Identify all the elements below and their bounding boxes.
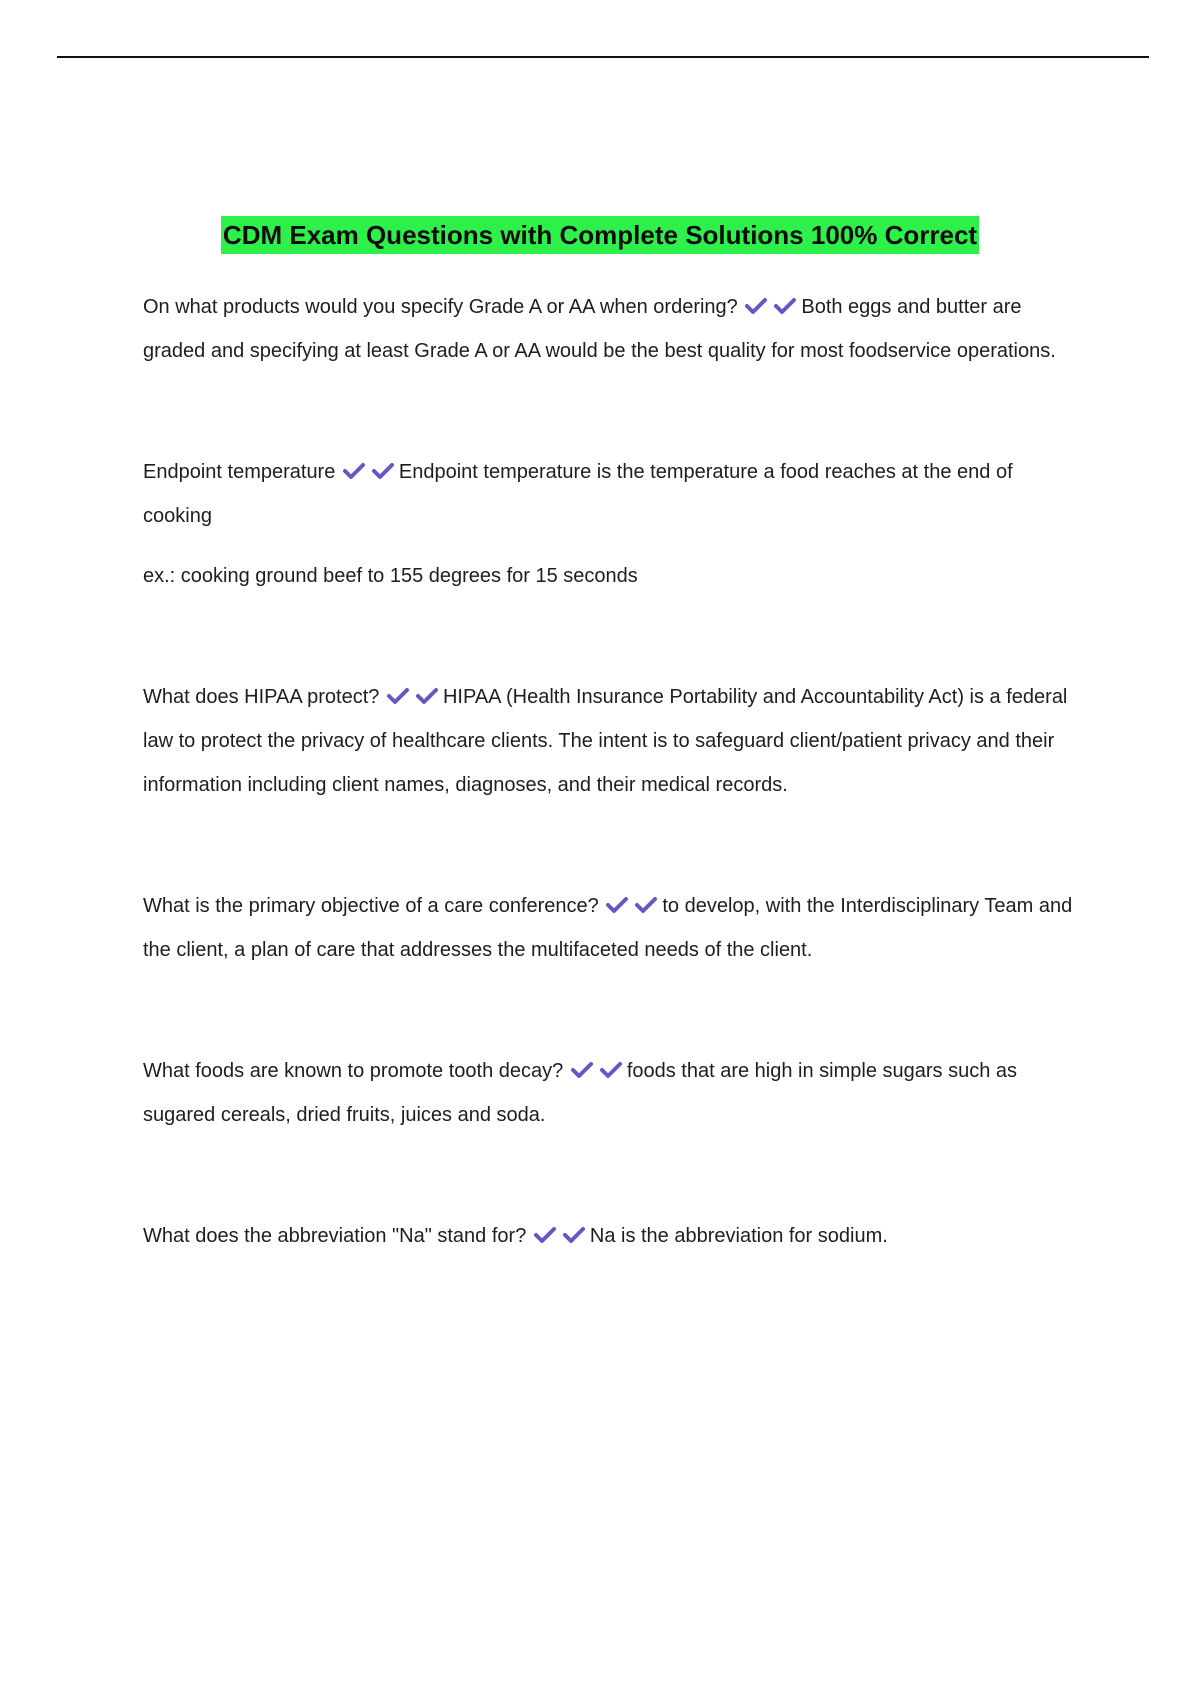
- question-text: What does the abbreviation "Na" stand for?: [143, 1225, 527, 1247]
- checkmark-icon: [635, 896, 657, 914]
- qa-entry: [143, 884, 1073, 972]
- checkmark-icon: [387, 687, 409, 705]
- qa-entry: [143, 675, 1073, 807]
- header-rule: [57, 56, 1149, 58]
- qa-entry: [143, 450, 1073, 538]
- example-text: ex.: cooking ground beef to 155 degrees for 15 seconds: [143, 565, 638, 587]
- checkmark-icon: [745, 297, 767, 315]
- checkmark-icon: [563, 1226, 585, 1244]
- question-text: What is the primary objective of a care conference?: [143, 895, 599, 917]
- question-text: On what products would you specify Grade A or AA when ordering?: [143, 296, 738, 318]
- checkmark-icon: [372, 462, 394, 480]
- answer-text: to develop, with the Interdisciplinary Team and the client, a plan of care that addresses the multifaceted needs of the client.: [143, 895, 1073, 961]
- answer-text: HIPAA (Health Insurance Portability and Accountability Act) is a federal law to protect the privacy of healthcare clients. The intent is to safeguard client/patient privacy and their information including client names, diagnoses, and their medical records.: [143, 686, 1068, 796]
- checkmark-icon: [600, 1061, 622, 1079]
- answer-text: Na is the abbreviation for sodium.: [589, 1225, 888, 1247]
- checkmark-icon: [571, 1061, 593, 1079]
- qa-entry: [143, 285, 1073, 373]
- qa-entry: [143, 1214, 1073, 1258]
- document-title: CDM Exam Questions with Complete Solutions 100% Correct: [221, 216, 979, 254]
- question-text: Endpoint temperature: [143, 461, 336, 483]
- answer-text: foods that are high in simple sugars such as sugared cereals, dried fruits, juices and soda.: [143, 1060, 1018, 1126]
- answer-text: Endpoint temperature is the temperature a food reaches at the end of cooking: [143, 461, 1013, 527]
- checkmark-icon: [343, 462, 365, 480]
- qa-list: [143, 285, 1073, 1258]
- qa-entry: [143, 1049, 1073, 1137]
- checkmark-icon: [606, 896, 628, 914]
- checkmark-icon: [416, 687, 438, 705]
- title-container: [0, 216, 1200, 254]
- checkmark-icon: [774, 297, 796, 315]
- question-text: What does HIPAA protect?: [143, 686, 380, 708]
- question-text: What foods are known to promote tooth decay?: [143, 1060, 564, 1082]
- answer-text: Both eggs and butter are graded and specifying at least Grade A or AA would be the best quality for most foodservice operations.: [143, 296, 1056, 362]
- checkmark-icon: [534, 1226, 556, 1244]
